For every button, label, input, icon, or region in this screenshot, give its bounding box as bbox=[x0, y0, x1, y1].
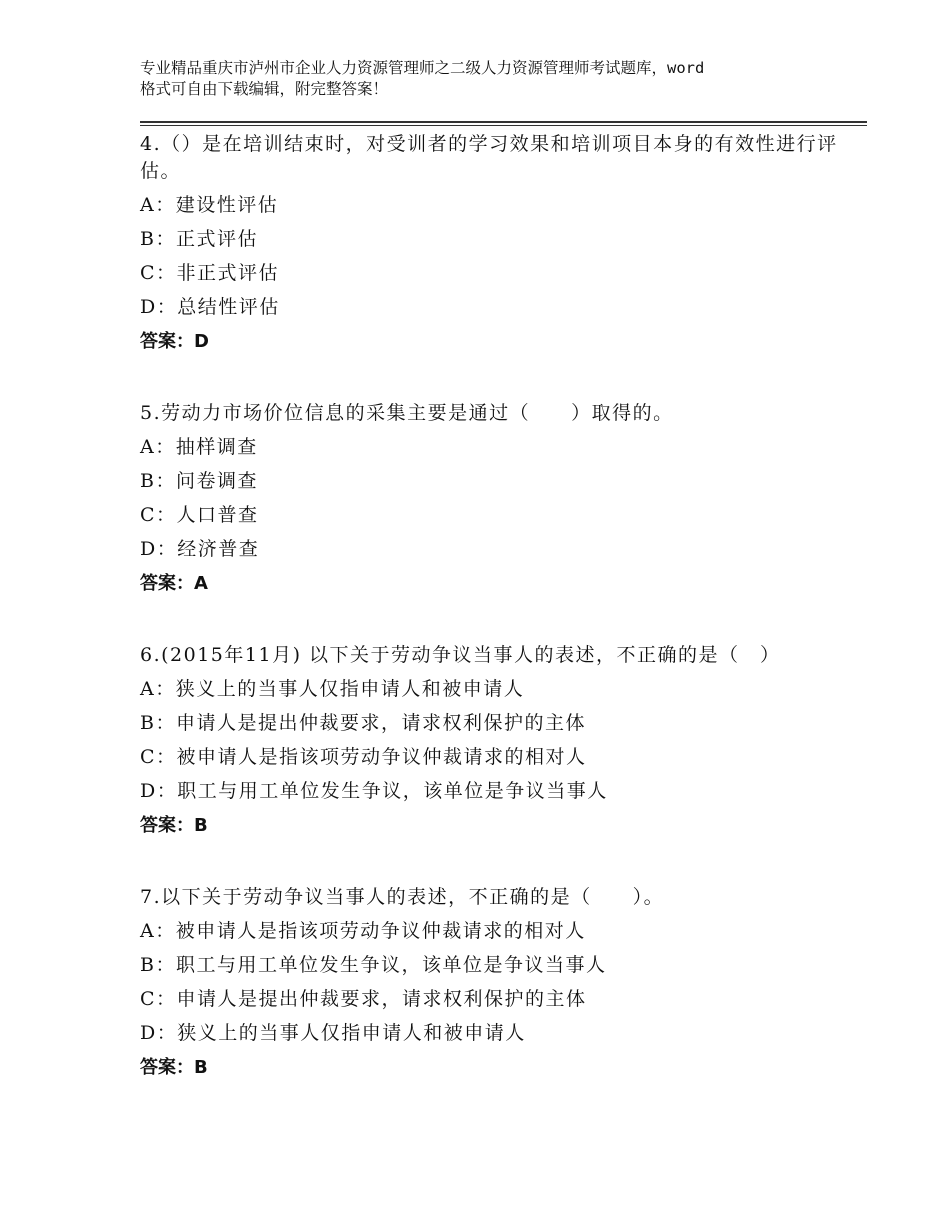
option-c: C：非正式评估 bbox=[140, 262, 280, 284]
question-text: 5.劳动力市场价位信息的采集主要是通过（ ）取得的。 bbox=[140, 402, 674, 424]
answer-label: 答案：B bbox=[140, 815, 208, 836]
question-6 bbox=[140, 641, 840, 839]
header-rule-thin bbox=[140, 125, 867, 126]
option-a: A：抽样调查 bbox=[140, 436, 258, 458]
option-b: B：问卷调查 bbox=[140, 470, 258, 492]
option-a: A：狭义上的当事人仅指申请人和被申请人 bbox=[140, 678, 525, 700]
option-c: C：人口普查 bbox=[140, 504, 259, 526]
option-c: C：申请人是提出仲裁要求，请求权利保护的主体 bbox=[140, 988, 587, 1010]
question-text: 7.以下关于劳动争议当事人的表述，不正确的是（ ）。 bbox=[140, 886, 665, 908]
option-b: B：职工与用工单位发生争议，该单位是争议当事人 bbox=[140, 954, 607, 976]
document-header bbox=[140, 58, 840, 100]
option-b: B：申请人是提出仲裁要求，请求权利保护的主体 bbox=[140, 712, 586, 734]
option-b: B：正式评估 bbox=[140, 228, 258, 250]
question-4 bbox=[140, 130, 840, 355]
question-list bbox=[140, 130, 840, 1125]
header-line-1: 专业精品重庆市泸州市企业人力资源管理师之二级人力资源管理师考试题库，word bbox=[140, 59, 705, 77]
answer-label: 答案：B bbox=[140, 1057, 208, 1078]
option-d: D：经济普查 bbox=[140, 538, 260, 560]
option-d: D：职工与用工单位发生争议，该单位是争议当事人 bbox=[140, 780, 608, 802]
option-d: D：狭义上的当事人仅指申请人和被申请人 bbox=[140, 1022, 526, 1044]
question-text: 6.(2015年11月) 以下关于劳动争议当事人的表述，不正确的是（ ） bbox=[140, 644, 781, 666]
header-line-2: 格式可自由下载编辑，附完整答案！ bbox=[140, 80, 389, 98]
header-rule-thick bbox=[140, 121, 867, 123]
answer-label: 答案：A bbox=[140, 573, 208, 594]
option-c: C：被申请人是指该项劳动争议仲裁请求的相对人 bbox=[140, 746, 587, 768]
question-text: 4.（）是在培训结束时，对受训者的学习效果和培训项目本身的有效性进行评估。 bbox=[140, 133, 838, 182]
answer-label: 答案：D bbox=[140, 331, 209, 352]
option-a: A：建设性评估 bbox=[140, 194, 279, 216]
question-5 bbox=[140, 399, 840, 597]
option-a: A：被申请人是指该项劳动争议仲裁请求的相对人 bbox=[140, 920, 586, 942]
question-7 bbox=[140, 883, 840, 1081]
option-d: D：总结性评估 bbox=[140, 296, 280, 318]
